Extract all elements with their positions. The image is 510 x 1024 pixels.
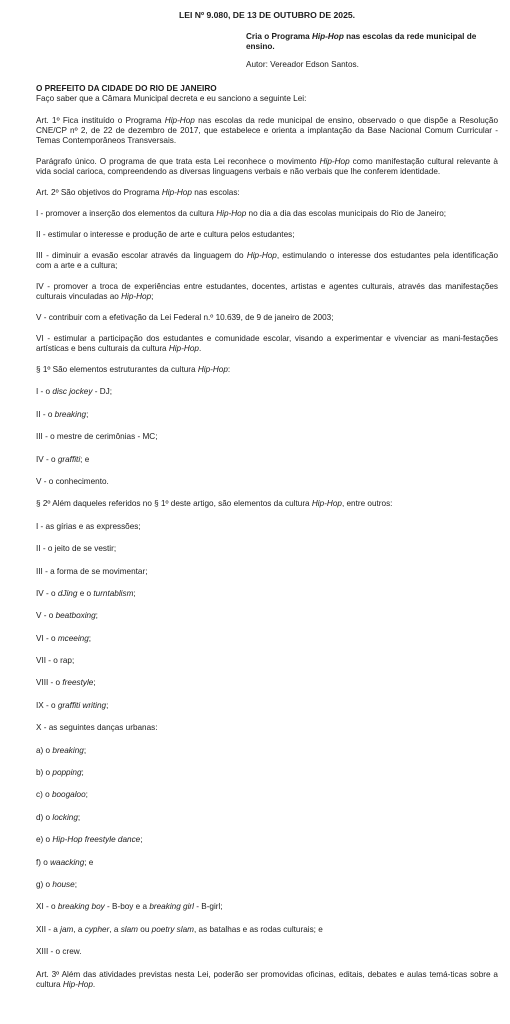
other-element-xi <box>36 902 498 912</box>
law-author: Autor: Vereador Edson Santos. <box>246 60 359 69</box>
text: c) o <box>36 790 52 800</box>
text: I - promover a inserção dos elementos da cultura <box>36 209 217 218</box>
text: IV - o <box>36 588 58 598</box>
text: ; <box>133 588 136 598</box>
text: Hip-Hop freestyle dance <box>52 835 141 845</box>
text: Cria o Programa <box>246 32 312 41</box>
other-element-iv <box>36 589 498 599</box>
law-title: LEI Nº 9.080, DE 13 DE OUTUBRO DE 2025. <box>178 10 356 20</box>
text: V - o <box>36 611 56 621</box>
objective-iv <box>36 282 498 302</box>
text: , entre outros: <box>341 499 393 509</box>
text: . <box>92 979 96 989</box>
text: Hip-Hop <box>168 344 199 353</box>
text: : <box>227 365 231 374</box>
text: XI - o <box>36 902 58 912</box>
text: , a <box>73 924 85 934</box>
text: Hip-Hop <box>311 499 342 509</box>
dance-c <box>36 790 498 800</box>
text: graffiti <box>57 454 81 464</box>
text: turntablism <box>93 588 134 598</box>
text: breaking girl <box>149 902 194 912</box>
other-element-viii <box>36 678 498 688</box>
text: III - diminuir a evasão escolar através da linguagem do <box>36 251 247 260</box>
text: ; <box>81 768 84 778</box>
text: breaking boy <box>57 902 105 912</box>
dance-e <box>36 835 498 845</box>
text: I - o <box>36 387 53 397</box>
text: - B-boy e a <box>104 902 150 912</box>
other-element-ii: II - o jeito de se vestir; <box>36 544 117 554</box>
text: IV - o <box>36 454 58 464</box>
objective-ii: II - estimular o interesse e produção de arte e cultura pelos estudantes; <box>36 230 295 239</box>
text: slam <box>120 924 138 934</box>
text: ; e <box>80 454 90 464</box>
text: VI - estimular a participação dos estudantes e comunidade escolar, visando a experimentar e vivenciar as mani-festações artísticas e bens culturais da cultura <box>36 334 498 353</box>
text: ; <box>93 678 96 688</box>
article-3 <box>36 970 498 990</box>
dance-a <box>36 746 498 756</box>
text: freestyle <box>62 678 94 688</box>
text: Parágrafo único. O programa de que trata esta Lei reconhece o movimento <box>36 157 320 166</box>
other-element-xii <box>36 925 498 935</box>
text: a) o <box>36 745 53 755</box>
text: Hip-Hop <box>62 979 93 989</box>
text: locking <box>52 812 78 822</box>
text: , estimulando o interesse dos estudantes pela identificação com a arte e a cultura; <box>36 251 499 270</box>
text: IX - o <box>36 700 58 710</box>
text: popping <box>52 768 82 778</box>
other-element-v <box>36 611 498 621</box>
text: como manifestação cultural relevante à vida social carioca, compreendendo as diversas linguagens verbais e não verbais que lhe conferem identidade. <box>36 157 498 176</box>
element-iii: III - o mestre de cerimônias - MC; <box>36 432 158 442</box>
text: nas escolas da rede municipal de ensino, observado o que dispõe a Resolução CNE/CP nº 2, de 22 de dezembro de 2017, que estabelece e orienta a implantação da Base Nacional Comum Curricular - Temas Contemporâneos Transversais. <box>36 116 499 145</box>
text: boogaloo <box>51 790 86 800</box>
text: disc jockey <box>52 387 93 397</box>
text: graffiti writing <box>57 700 107 710</box>
text: e) o <box>36 835 53 845</box>
paragraph-2 <box>36 499 498 509</box>
text: ; <box>83 745 87 755</box>
text: Hip-Hop <box>197 365 228 374</box>
article-1-sole-paragraph <box>36 157 498 177</box>
enactment-clause: Faço saber que a Câmara Municipal decreta e eu sanciono a seguinte Lei: <box>36 94 307 103</box>
article-1 <box>36 116 498 146</box>
text: waacking <box>50 857 85 867</box>
text: Art. 3º Além das atividades previstas nesta Lei, poderão ser promovidas oficinas, editais, debates e aulas temá-ticas sobre a cultura <box>36 969 498 989</box>
paragraph-1 <box>36 365 498 375</box>
text: § 1º São elementos estruturantes da cultura <box>36 365 198 374</box>
text: - B-girl; <box>193 902 223 912</box>
text: VIII - o <box>36 678 63 688</box>
text: nas escolas: <box>191 188 240 197</box>
text: jam <box>60 924 74 934</box>
text: IV - promover a troca de experiências entre estudantes, docentes, artistas e agentes culturais, através das manifestações culturais vinculadas ao <box>36 282 498 301</box>
text: dJing <box>57 588 78 598</box>
other-element-vi <box>36 634 498 644</box>
element-i <box>36 387 498 397</box>
element-v: V - o conhecimento. <box>36 476 109 486</box>
text: poetry slam <box>151 924 194 934</box>
text: nas escolas da rede municipal de ensino. <box>246 32 477 51</box>
objective-iii <box>36 251 498 271</box>
text: beatboxing <box>55 611 96 621</box>
text: Art. 1º Fica instituído o Programa <box>36 116 165 125</box>
article-2 <box>36 188 498 198</box>
other-element-xiii: XIII - o crew. <box>36 947 82 957</box>
dance-b <box>36 768 498 778</box>
text: ; <box>106 700 109 710</box>
text: ; <box>140 835 143 845</box>
text: ; <box>85 790 88 800</box>
text: g) o <box>36 879 53 889</box>
other-element-iii: III - a forma de se movimentar; <box>36 566 148 576</box>
objective-vi <box>36 334 498 354</box>
other-element-i: I - as gírias e as expressões; <box>36 521 141 531</box>
text: f) o <box>36 857 51 867</box>
other-element-ix <box>36 701 498 711</box>
text: e o <box>77 588 94 598</box>
text: Hip-Hop <box>246 251 277 260</box>
dance-d <box>36 813 498 823</box>
element-iv <box>36 455 498 465</box>
element-ii <box>36 410 498 420</box>
text: mceeing <box>57 633 89 643</box>
text: § 2º Além daqueles referidos no § 1º deste artigo, são elementos da cultura <box>36 499 312 509</box>
text: ; <box>74 879 77 889</box>
text: ; <box>88 633 92 643</box>
text: ; <box>86 409 89 419</box>
other-element-vii: VII - o rap; <box>36 656 75 666</box>
mayor-heading: O PREFEITO DA CIDADE DO RIO DE JANEIRO <box>36 84 217 93</box>
dance-g <box>36 880 498 890</box>
text: Hip-Hop <box>161 188 192 197</box>
text: breaking <box>52 745 84 755</box>
text: breaking <box>54 409 87 419</box>
text: house <box>52 879 75 889</box>
text: ; <box>95 611 98 621</box>
objective-i <box>36 209 498 219</box>
text: , a <box>109 924 121 934</box>
text: cypher <box>84 924 110 934</box>
text: ; <box>151 292 154 301</box>
text: ; e <box>84 857 94 867</box>
text: Hip-Hop <box>216 209 247 218</box>
text: VI - o <box>36 633 58 643</box>
text: Hip-Hop <box>319 157 350 166</box>
text: ; <box>77 812 81 822</box>
objective-v: V - contribuir com a efetivação da Lei Federal n.º 10.639, de 9 de janeiro de 2003; <box>36 313 334 322</box>
text: Hip-Hop <box>121 292 152 301</box>
other-element-x: X - as seguintes danças urbanas: <box>36 723 158 733</box>
text: d) o <box>36 812 53 822</box>
text: , as batalhas e as rodas culturais; e <box>193 924 323 934</box>
text: Hip-Hop <box>164 116 195 125</box>
text: XII - a <box>36 924 61 934</box>
text: Hip-Hop <box>311 32 344 41</box>
text: . <box>198 344 202 353</box>
law-ementa <box>246 32 498 52</box>
text: - DJ; <box>92 387 112 397</box>
text: Art. 2º São objetivos do Programa <box>36 188 162 197</box>
text: no dia a dia das escolas municipais do Rio de Janeiro; <box>246 209 447 218</box>
text: b) o <box>36 768 53 778</box>
text: II - o <box>36 409 55 419</box>
dance-f <box>36 858 498 868</box>
text: ou <box>137 924 152 934</box>
